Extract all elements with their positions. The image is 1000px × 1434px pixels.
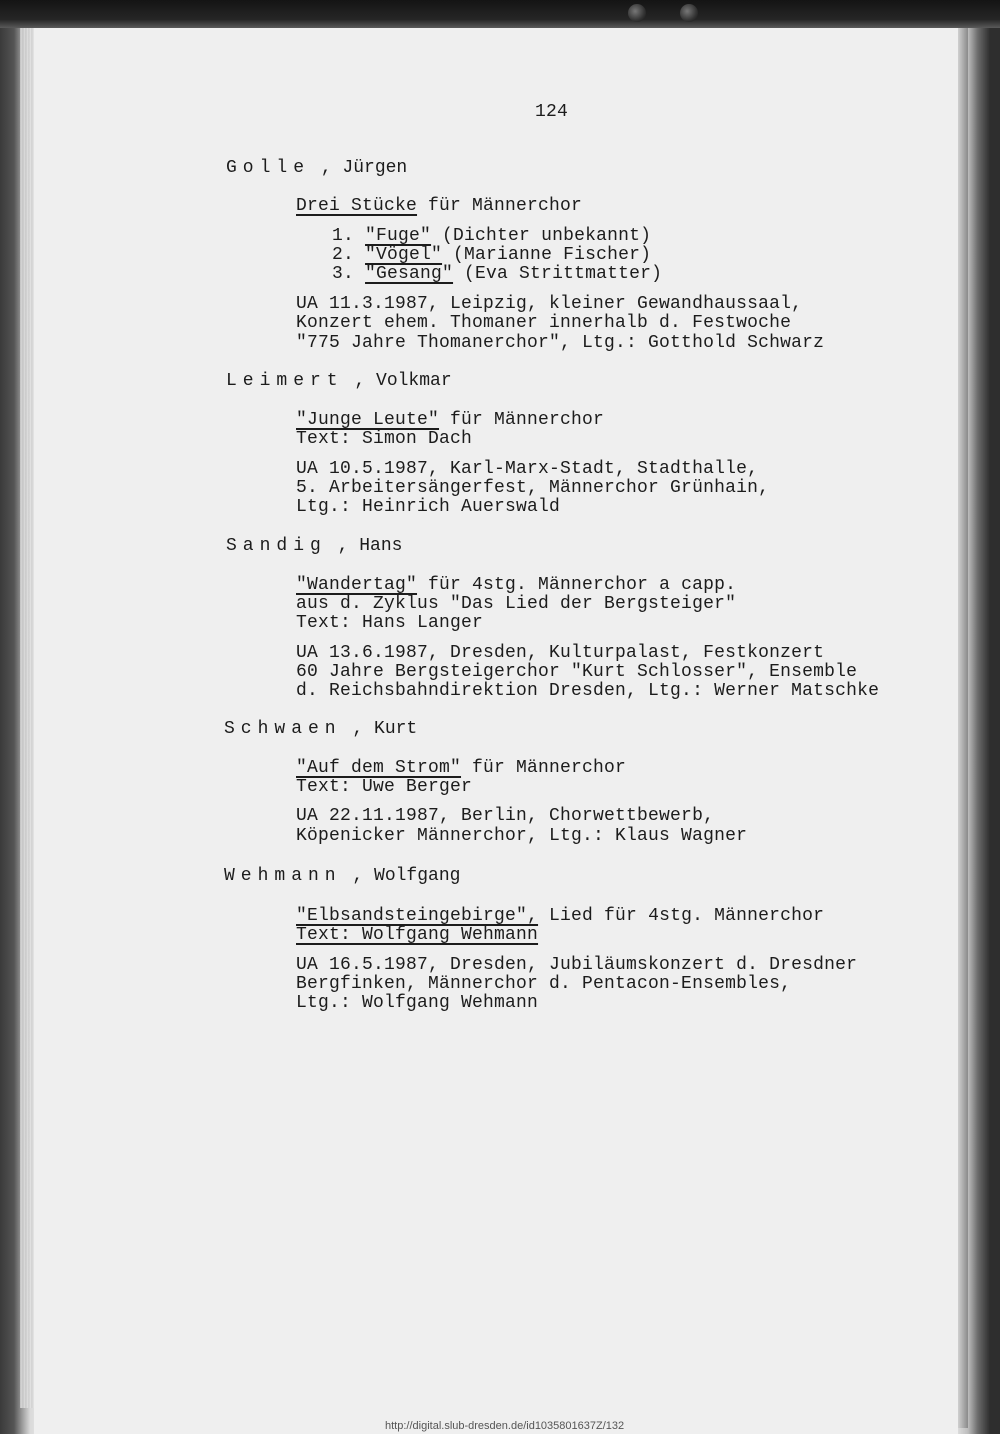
work-title-line bbox=[296, 410, 604, 430]
premiere-line: UA 11.3.1987, Leipzig, kleiner Gewandhaussaal, bbox=[296, 294, 803, 314]
composer-given-name: Volkmar bbox=[376, 371, 452, 391]
page-right-edge bbox=[958, 28, 968, 1428]
composer-heading: Schwaen , Kurt bbox=[224, 719, 418, 739]
binding-rivet-icon bbox=[680, 4, 698, 22]
composer-surname: Schwaen bbox=[224, 719, 342, 739]
premiere-line: UA 16.5.1987, Dresden, Jubiläumskonzert d. Dresdner bbox=[296, 955, 858, 975]
work-title-line bbox=[296, 906, 824, 926]
cycle-line: aus d. Zyklus "Das Lied der Bergsteiger" bbox=[296, 594, 737, 614]
work-scoring: für Männerchor bbox=[439, 410, 605, 430]
premiere-line: 60 Jahre Bergsteigerchor "Kurt Schlosser", Ensemble bbox=[296, 662, 858, 682]
text-author-line: Text: Simon Dach bbox=[296, 429, 473, 449]
work-scoring: für Männerchor bbox=[461, 758, 627, 778]
movement-title: "Gesang" bbox=[365, 264, 454, 284]
work-title-line bbox=[296, 575, 736, 595]
binding-rivet-icon bbox=[628, 4, 646, 22]
composer-given-name: Jürgen bbox=[342, 158, 408, 178]
composer-given-name: Hans bbox=[359, 536, 403, 556]
text-author-line: Text: Uwe Berger bbox=[296, 777, 473, 797]
premiere-line: Bergfinken, Männerchor d. Pentacon-Ensembles, bbox=[296, 974, 792, 994]
composer-given-name: Kurt bbox=[374, 719, 418, 739]
premiere-line: d. Reichsbahndirektion Dresden, Ltg.: Werner Matschke bbox=[296, 681, 880, 701]
movement-number: 1. bbox=[332, 226, 355, 246]
book-binding bbox=[0, 0, 1000, 28]
work-scoring: für Männerchor bbox=[417, 196, 583, 216]
premiere-line: 5. Arbeitersängerfest, Männerchor Grünhain, bbox=[296, 478, 770, 498]
source-url: http://digital.slub-dresden.de/id1035801637Z/132 bbox=[385, 1420, 625, 1432]
movement-author: (Eva Strittmatter) bbox=[453, 264, 663, 284]
composer-surname: Sandig bbox=[226, 536, 327, 556]
work-title-line bbox=[296, 758, 626, 778]
work-scoring: Lied für 4stg. Männerchor bbox=[538, 906, 825, 926]
movement-line bbox=[332, 245, 651, 265]
work-title: "Elbsandsteingebirge", bbox=[296, 906, 539, 926]
work-title: Drei Stücke bbox=[296, 196, 418, 216]
movement-author: (Marianne Fischer) bbox=[442, 245, 652, 265]
movement-author: (Dichter unbekannt) bbox=[431, 226, 652, 246]
page-number: 124 bbox=[535, 102, 569, 122]
composer-given-name: Wolfgang bbox=[374, 866, 461, 886]
composer-heading: Leimert , Volkmar bbox=[226, 371, 452, 391]
composer-surname: Leimert bbox=[226, 371, 344, 391]
premiere-line: Ltg.: Wolfgang Wehmann bbox=[296, 993, 539, 1013]
composer-surname: Wehmann bbox=[224, 866, 342, 886]
premiere-line: Köpenicker Männerchor, Ltg.: Klaus Wagner bbox=[296, 826, 748, 846]
composer-heading: Sandig , Hans bbox=[226, 536, 403, 556]
movement-line bbox=[332, 264, 662, 284]
movement-title: "Vögel" bbox=[365, 245, 443, 265]
movement-number: 3. bbox=[332, 264, 355, 284]
page-edges bbox=[20, 28, 34, 1408]
premiere-line: UA 22.11.1987, Berlin, Chorwettbewerb, bbox=[296, 806, 715, 826]
premiere-line: UA 13.6.1987, Dresden, Kulturpalast, Festkonzert bbox=[296, 643, 825, 663]
work-title-line bbox=[296, 196, 582, 216]
composer-heading: Golle , Jürgen bbox=[226, 158, 408, 178]
movement-number: 2. bbox=[332, 245, 355, 265]
work-title: "Wandertag" bbox=[296, 575, 418, 595]
composer-heading: Wehmann , Wolfgang bbox=[224, 866, 461, 886]
movement-title: "Fuge" bbox=[365, 226, 432, 246]
premiere-line: Konzert ehem. Thomaner innerhalb d. Festwoche bbox=[296, 313, 792, 333]
work-title: "Auf dem Strom" bbox=[296, 758, 462, 778]
movement-line bbox=[332, 226, 651, 246]
text-author-line: Text: Wolfgang Wehmann bbox=[296, 925, 539, 945]
text-author-line: Text: Hans Langer bbox=[296, 613, 484, 633]
composer-surname: Golle bbox=[226, 158, 311, 178]
work-scoring: für 4stg. Männerchor a capp. bbox=[417, 575, 737, 595]
premiere-line: UA 10.5.1987, Karl-Marx-Stadt, Stadthalle, bbox=[296, 459, 759, 479]
work-title: "Junge Leute" bbox=[296, 410, 440, 430]
premiere-line: Ltg.: Heinrich Auerswald bbox=[296, 497, 561, 517]
premiere-line: "775 Jahre Thomanerchor", Ltg.: Gotthold Schwarz bbox=[296, 333, 825, 353]
